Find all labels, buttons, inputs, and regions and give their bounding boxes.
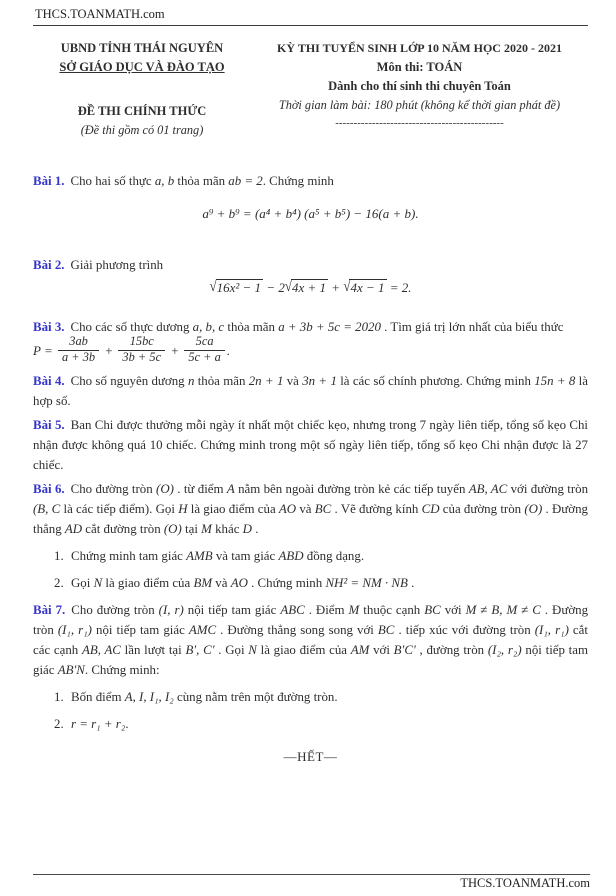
math-inline: AB, AC: [81, 642, 121, 657]
problem-1: [33, 171, 588, 224]
sqrt-expression: [343, 278, 386, 298]
item-number: 1.: [54, 689, 64, 704]
text-run: với: [369, 642, 394, 657]
radical-sign-icon: √: [209, 276, 216, 295]
text-run: là giao điểm của: [187, 501, 279, 516]
math-inline: H: [178, 501, 188, 516]
text-run: Chứng minh tam giác: [71, 548, 187, 563]
math-inline: CD: [421, 501, 440, 516]
math-inline: (O): [163, 521, 182, 536]
problem-5: [33, 415, 588, 475]
problem-subitem: [54, 573, 588, 593]
text-run: . Điểm: [304, 602, 349, 617]
text-run: là các số chính phương. Chứng minh: [336, 373, 535, 388]
exam-duration: Thời gian làm bài: 180 phút (không kể thời gian phát đề): [278, 98, 561, 112]
math-inline: a⁹ + b⁹ = (a⁴ + b⁴) (a⁵ + b⁵) − 16(a + b).: [202, 206, 419, 221]
fraction: [118, 335, 165, 365]
text-run: , đường tròn: [415, 642, 488, 657]
text-run: Cho các số thực dương: [70, 320, 193, 334]
text-run: Ban Chi được thưởng mỗi ngày ít nhất một chiếc kẹo, nhưng trong 7 ngày liên tiếp, tổng số kẹo Chi nhận được không quá 10 chiếc. Chứng minh trong một số ngày liên tiếp, tổng số kẹo Chi nhận được là 27 chiếc.: [33, 417, 589, 472]
problem-4: [33, 371, 588, 411]
math-inline: a, b: [154, 174, 175, 188]
problem-3: [33, 317, 588, 367]
math-inline: 3n + 1: [302, 373, 337, 388]
math-inline: B′C′: [393, 642, 416, 657]
problems-list: [33, 171, 588, 734]
text-run: . tiếp xúc với đường tròn: [394, 622, 535, 637]
text-run: là các tiếp điểm). Gọi: [60, 501, 179, 516]
math-inline: +: [328, 280, 344, 295]
item-text: [71, 573, 414, 593]
math-inline: (B, C: [33, 501, 61, 516]
math-inline: AO: [278, 501, 297, 516]
text-run: . Đường tròn: [33, 602, 589, 637]
text-run: Cho đường tròn: [70, 481, 157, 496]
problem-label: Bài 4.: [33, 373, 65, 388]
math-inline: B′, C′: [185, 642, 215, 657]
problem-label: Bài 2.: [33, 258, 65, 272]
problem-2: [33, 255, 588, 298]
footer: [33, 874, 590, 894]
math-inline: BC: [424, 602, 441, 617]
text-run: là giao điểm của: [102, 575, 194, 590]
denominator: 3b + 5c: [122, 349, 162, 364]
text-run: và: [296, 501, 315, 516]
text-run: khác: [211, 521, 243, 536]
text-run: lần lượt tại: [120, 642, 186, 657]
math-inline: NH² = NM · NB: [325, 575, 408, 590]
math-inline: BM: [193, 575, 213, 590]
header-dash-line: ----------------------------------------------: [335, 117, 504, 129]
math-inline: N: [93, 575, 103, 590]
site-name-footer: THCS.TOANMATH.com: [460, 876, 590, 890]
problem-statement: [33, 479, 588, 539]
exam-audience: Dành cho thí sinh thi chuyên Toán: [328, 79, 511, 93]
text-run: cắt các cạnh: [33, 622, 588, 657]
math-inline: +: [167, 342, 183, 358]
math-inline: AM: [350, 642, 370, 657]
math-inline: P =: [33, 342, 56, 358]
fraction: [58, 335, 99, 365]
math-inline: AMC: [188, 622, 217, 637]
denominator: a + 3b: [61, 349, 96, 364]
text-run: .: [407, 575, 415, 590]
math-inline: (I₂, r₂): [487, 642, 522, 657]
text-run: Cho số nguyên dương: [70, 373, 188, 388]
text-run: . Đường thẳng song song với: [216, 622, 378, 637]
math-inline: .: [226, 342, 231, 358]
text-run: nội tiếp tam giác: [183, 602, 281, 617]
text-run: của đường tròn: [439, 501, 525, 516]
text-run: và: [283, 373, 303, 388]
exam-title: KỲ THI TUYỂN SINH LỚP 10 NĂM HỌC 2020 - 2021: [277, 41, 562, 55]
math-inline: n: [187, 373, 195, 388]
end-mark: —HẾT—: [283, 748, 338, 764]
radical-sign-icon: √: [284, 276, 291, 295]
math-inline: AMB: [186, 548, 213, 563]
problem-subitem: [54, 687, 588, 707]
item-text: [71, 687, 338, 707]
top-site-bar: [33, 6, 588, 23]
math-inline: A: [226, 481, 235, 496]
radical-sign-icon: √: [343, 276, 350, 295]
header-right-column: [251, 39, 588, 140]
math-inline: (I₁, r₁): [57, 622, 92, 637]
exam-header: [33, 39, 588, 140]
text-run: với: [440, 602, 466, 617]
sqrt-expression: [209, 278, 263, 298]
text-run: . Chứng minh: [262, 174, 334, 188]
text-run: . Vẽ đường kính: [331, 501, 422, 516]
text-run: .: [125, 716, 129, 731]
text-run: nội tiếp tam giác: [91, 622, 189, 637]
problem-subitem: [54, 714, 588, 734]
problem-label: Bài 1.: [33, 174, 65, 188]
math-inline: r = r₁ + r₂: [71, 716, 126, 731]
text-run: nội tiếp tam giác: [33, 642, 588, 677]
math-inline: ab = 2: [228, 174, 263, 188]
problem-formula: [33, 204, 588, 224]
problem-label: Bài 5.: [33, 417, 65, 432]
math-inline: = 2.: [386, 280, 412, 295]
text-run: . Đường thẳng: [33, 501, 588, 536]
text-run: Cho hai số thực: [70, 174, 155, 188]
text-run: Gọi: [71, 575, 94, 590]
numerator: 15bc: [118, 335, 165, 351]
text-run: thỏa mãn: [224, 320, 279, 334]
problem-formula: [33, 334, 588, 367]
numerator: 5ca: [184, 335, 224, 351]
problem-statement: [33, 600, 588, 680]
numerator: 3ab: [58, 335, 99, 351]
item-text: [71, 714, 129, 734]
text-run: là hợp số.: [33, 373, 588, 408]
math-inline: BC: [377, 622, 395, 637]
text-run: . Gọi: [214, 642, 249, 657]
sqrt-expression: [285, 278, 328, 298]
item-number: 1.: [54, 548, 64, 563]
math-inline: (O): [524, 501, 543, 516]
page-count-note: (Đề thi gồm có 01 trang): [80, 123, 204, 137]
radicand: 4x + 1: [291, 280, 327, 295]
math-inline: 15n + 8: [534, 373, 576, 388]
problem-statement: [33, 171, 588, 191]
text-run: là giao điểm của: [256, 642, 351, 657]
problem-statement: [33, 317, 588, 337]
math-inline: ABD: [278, 548, 304, 563]
text-run: thỏa mãn: [194, 373, 249, 388]
text-run: cùng nằm trên một đường tròn.: [173, 689, 338, 704]
math-inline: − 2: [263, 280, 285, 295]
math-inline: BC: [314, 501, 332, 516]
math-inline: AB′N: [57, 662, 85, 677]
text-run: .: [251, 521, 259, 536]
official-exam-label: ĐỀ THI CHÍNH THỨC: [77, 104, 207, 118]
top-rule: [33, 25, 588, 26]
math-inline: (O): [156, 481, 174, 496]
math-inline: A, I, I₁, I₂: [124, 689, 174, 704]
text-run: . từ điểm: [173, 481, 227, 496]
math-inline: AB, AC: [468, 481, 508, 496]
radicand: 16x² − 1: [216, 280, 262, 295]
item-number: 2.: [54, 716, 64, 731]
math-inline: 2n + 1: [248, 373, 284, 388]
math-inline: AO: [230, 575, 248, 590]
math-inline: M: [201, 521, 212, 536]
site-name-top: THCS.TOANMATH.com: [35, 7, 165, 21]
problem-label: Bài 7.: [33, 602, 66, 617]
text-run: thuộc cạnh: [359, 602, 425, 617]
math-inline: a + 3b + 5c = 2020: [278, 320, 381, 334]
problem-subitem: [54, 546, 588, 566]
problem-label: Bài 3.: [33, 320, 65, 334]
problem-formula: [33, 278, 588, 298]
math-inline: M ≠ B, M ≠ C: [465, 602, 541, 617]
math-inline: a, b, c: [192, 320, 225, 334]
radicand: 4x − 1: [350, 280, 385, 295]
math-inline: N: [248, 642, 257, 657]
text-run: đồng dạng.: [303, 548, 365, 563]
math-inline: AD: [64, 521, 83, 536]
issuer-province: UBND TỈNH THÁI NGUYÊN: [60, 41, 224, 55]
fraction: [184, 335, 224, 365]
text-run: tại: [181, 521, 202, 536]
denominator: 5c + a: [188, 349, 221, 364]
item-text: [71, 546, 364, 566]
text-run: . Chứng minh:: [84, 662, 160, 677]
math-inline: D: [242, 521, 252, 536]
problem-statement: [33, 255, 588, 275]
text-run: Cho đường tròn: [71, 602, 159, 617]
math-inline: (I₁, r₁): [534, 622, 569, 637]
problem-statement: [33, 371, 588, 411]
text-run: và tam giác: [212, 548, 279, 563]
text-run: . Chứng minh: [247, 575, 326, 590]
text-run: thỏa mãn: [174, 174, 229, 188]
header-left-column: [33, 39, 251, 140]
math-inline: ABC: [280, 602, 305, 617]
text-run: và: [212, 575, 231, 590]
problem-label: Bài 6.: [33, 481, 65, 496]
math-inline: M: [348, 602, 360, 617]
text-run: với đường tròn: [507, 481, 589, 496]
problem-statement: [33, 415, 588, 475]
item-number: 2.: [54, 575, 64, 590]
text-run: . Tìm giá trị lớn nhất của biểu thức: [380, 320, 564, 334]
exam-subject: Môn thi: TOÁN: [376, 60, 463, 74]
text-run: nằm bên ngoài đường tròn kẻ các tiếp tuyến: [234, 481, 469, 496]
math-inline: +: [101, 342, 117, 358]
problem-7: [33, 600, 588, 734]
text-run: Bốn điểm: [71, 689, 125, 704]
text-run: Giải phương trình: [70, 258, 164, 272]
problem-6: [33, 479, 588, 593]
text-run: cắt đường tròn: [82, 521, 164, 536]
issuer-department: SỞ GIÁO DỤC VÀ ĐÀO TẠO: [59, 60, 225, 74]
math-inline: (I, r): [158, 602, 184, 617]
